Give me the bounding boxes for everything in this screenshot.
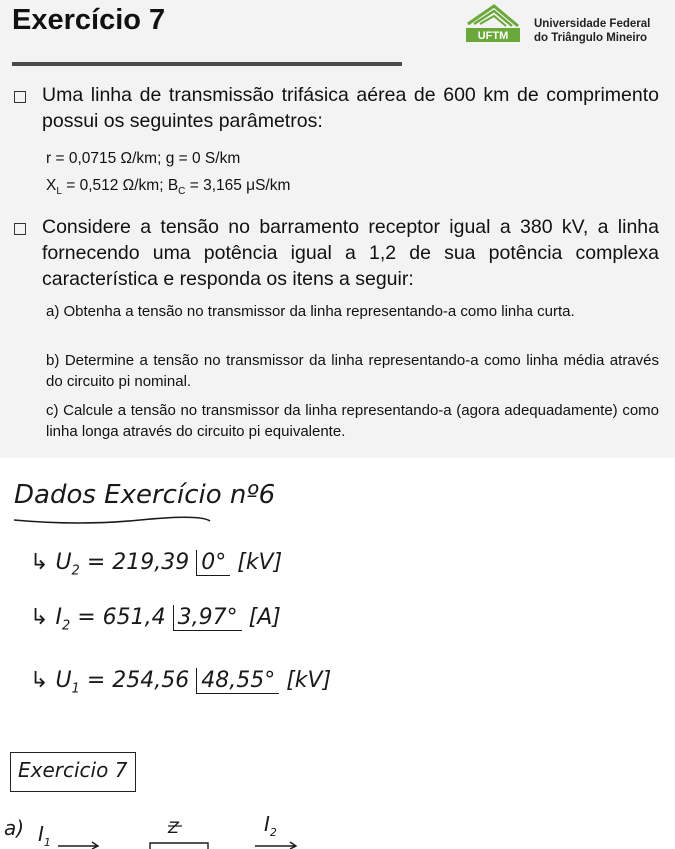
i2-label: $I_2$ bbox=[264, 812, 277, 839]
z-label: Z bbox=[168, 818, 179, 837]
angle-u1: 48,55° bbox=[196, 668, 279, 694]
note-u2: ↳ $U_2 = 219,39$ 0° [kV] bbox=[30, 550, 283, 579]
page-title: Exercício 7 bbox=[12, 4, 166, 36]
logo-text: UFTM bbox=[477, 30, 509, 42]
bullet-text-2: Considere a tensão no barramento receptor igual a 380 kV, a linha fornecendo uma potência igual a 1,2 de sua potência complexa característica e responda os itens a seguir: bbox=[42, 216, 659, 290]
heading-underline bbox=[14, 517, 210, 523]
item-a: a) Obtenha a tensão no transmissor da linha representando-a como linha curta. bbox=[46, 303, 575, 320]
exercise-box-label: Exercicio 7 bbox=[18, 758, 128, 782]
university-line2: do Triângulo Mineiro bbox=[534, 32, 648, 44]
angle-i2: 3,97° bbox=[173, 605, 242, 631]
notes-heading: Dados Exercício nº6 bbox=[14, 480, 276, 510]
i1-label: $I_1$ bbox=[38, 822, 51, 849]
i2-arrow bbox=[255, 842, 296, 849]
item-c: c) Calcule a tensão no transmissor da linha representando-a (agora adequadamente) como linha longa através do circuito pi equivalente. bbox=[46, 402, 659, 440]
item-b: b) Determine a tensão no transmissor da linha representando-a como linha média através do circuito pi nominal. bbox=[46, 352, 659, 390]
note-i2: ↳ $I_2 = 651,4$ 3,97° [A] bbox=[30, 605, 281, 634]
part-a-label: a) bbox=[4, 816, 25, 840]
i1-arrow bbox=[58, 842, 98, 849]
param-line-2: $X_L = 0,512$ Ω/km; $B_C = 3,165$ μS/km bbox=[46, 177, 291, 198]
param-line-1: r = 0,0715 Ω/km; g = 0 S/km bbox=[46, 150, 241, 167]
university-line1: Universidade Federal bbox=[534, 18, 651, 30]
note-u1: ↳ $U_1 = 254,56$ 48,55° [kV] bbox=[30, 668, 332, 697]
bullet-text-1: Uma linha de transmissão trifásica aérea de 600 km de comprimento possui os seguintes parâmetros: bbox=[42, 84, 659, 132]
angle-u2: 0° bbox=[196, 550, 230, 576]
z-box-top bbox=[150, 843, 208, 849]
